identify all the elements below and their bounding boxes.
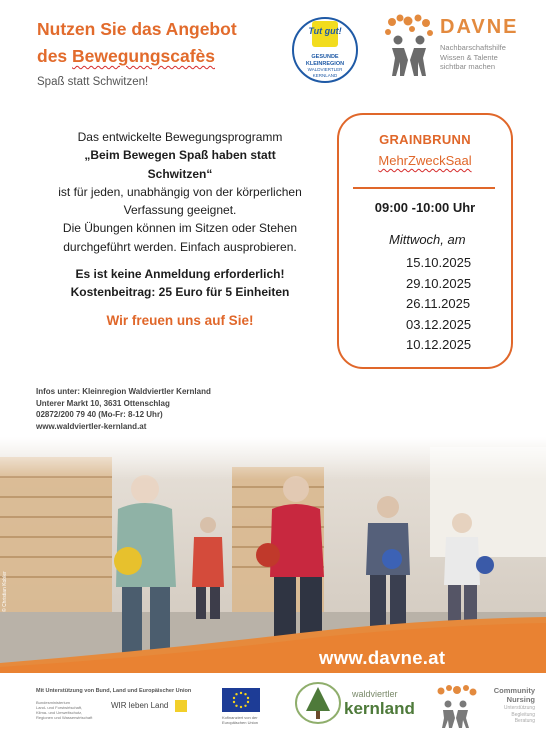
community-word-2: Nursing [506, 695, 535, 704]
ministry-line-3: Klima- und Umweltschutz, [36, 710, 83, 715]
tut-top-text: Tut gut! [308, 26, 342, 36]
tut-line-1: GESUNDE [311, 54, 339, 60]
wir-leben-land-logo [111, 700, 187, 712]
tut-line-2: KLEINREGION [305, 61, 345, 67]
contact-info [36, 386, 211, 432]
fee-note: Kostenbeitrag: 25 Euro für 5 Einheiten [70, 285, 290, 300]
schedule-box [337, 113, 513, 369]
waldviertler-kernland-logo [294, 681, 416, 725]
photo-credit: © Christian Kobler [2, 571, 8, 612]
eu-line-2: Europäischen Union [222, 720, 259, 725]
date-item: 10.12.2025 [406, 337, 472, 352]
date-item: 15.10.2025 [406, 255, 472, 270]
spacer [28, 256, 332, 265]
tut-line-3: WALDVIERTLER [307, 67, 343, 72]
davne-tagline [440, 43, 506, 72]
ministry-logo [36, 700, 92, 720]
time-slot: 09:00 -10:00 Uhr [374, 200, 476, 215]
community-word-1: Community [493, 686, 535, 695]
title-line-1: Nutzen Sie das Angebot [37, 19, 237, 39]
eu-flag-icon [222, 688, 260, 712]
contact-phone: 02872/200 79 40 (Mo-Fr: 8-12 Uhr) [36, 410, 163, 419]
title-keyword: Bewegungscafès [72, 46, 215, 66]
community-tag-1: Unterstützung [503, 705, 535, 711]
contact-address: Unterer Markt 10, 3631 Ottenschlag [36, 398, 170, 408]
contact-website: www.waldviertler-kernland.at [36, 421, 147, 431]
body-line-4: ist für jeden, unabhängig von der körperlichen [58, 184, 302, 199]
date-item: 29.10.2025 [406, 275, 472, 291]
ministry-line-4: Regionen und Wasserwirtschaft [36, 715, 93, 720]
community-tags [485, 705, 535, 725]
eu-line-1: Kofinanziert von der [222, 715, 258, 720]
location-name: GRAINBRUNN [379, 132, 471, 147]
kernland-text-2: kernland [344, 699, 415, 718]
wir-logo-text: WIR leben Land [111, 701, 169, 711]
community-tag-3: Beratung [514, 718, 535, 724]
description [28, 128, 332, 330]
date-list [406, 253, 471, 356]
tut-line-4: KERNLAND [312, 73, 338, 78]
subtitle: Spaß statt Schwitzen! [37, 76, 149, 88]
tut-gut-logo [291, 12, 359, 96]
davne-logo [382, 14, 542, 80]
ministry-line-2: Land- und Forstwirtschaft, [36, 705, 83, 710]
closing-line: Wir freuen uns auf Sie! [106, 312, 254, 328]
contact-line-1: Infos unter: Kleinregion Waldviertler Kernland [36, 387, 211, 396]
body-line-6: Die Übungen können im Sitzen oder Stehen [62, 221, 298, 236]
community-nursing-logo [431, 684, 541, 728]
title-prefix: des [37, 46, 73, 66]
weekday: Mittwoch, am [389, 232, 466, 247]
title-block [37, 16, 297, 88]
body-line-5: Verfassung geeignet. [123, 203, 237, 218]
davne-tag-1: Nachbarschaftshilfe [440, 43, 506, 52]
community-title [481, 686, 535, 704]
registration-note: Es ist keine Anmeldung erforderlich! [75, 267, 285, 282]
ministry-line-1: Bundesministerium [36, 700, 71, 705]
title-line-2 [37, 43, 297, 70]
eu-caption [222, 715, 258, 725]
davne-wordmark: DAVNE [440, 16, 519, 38]
community-tag-2: Begleitung [511, 711, 535, 718]
kernland-text-1: waldviertler [352, 689, 398, 699]
davne-tag-3: sichtbar machen [440, 62, 496, 71]
kernland-tree-icon [294, 681, 342, 725]
body-line-7: durchgeführt werden. Einfach ausprobieren. [63, 239, 297, 254]
support-note: Mit Unterstützung von Bund, Land und Europäischer Union [36, 688, 192, 694]
website-url: www.davne.at [319, 647, 446, 668]
gym-photo [0, 437, 546, 673]
body-line-2: „Beim Bewegen Spaß haben statt [84, 148, 276, 163]
community-figures-icon [431, 684, 481, 728]
venue-name [339, 153, 511, 168]
noe-icon [175, 700, 187, 712]
venue-label: MehrZweckSaal [378, 153, 472, 168]
davne-figures-icon [382, 14, 438, 80]
body-line-3: Schwitzen“ [147, 166, 213, 181]
divider [353, 187, 495, 189]
body-line-1: Das entwickelte Bewegungsprogramm [77, 130, 283, 144]
date-item: 03.12.2025 [406, 316, 472, 332]
date-item: 26.11.2025 [406, 296, 471, 311]
davne-tag-2: Wissen & Talente [440, 52, 498, 62]
